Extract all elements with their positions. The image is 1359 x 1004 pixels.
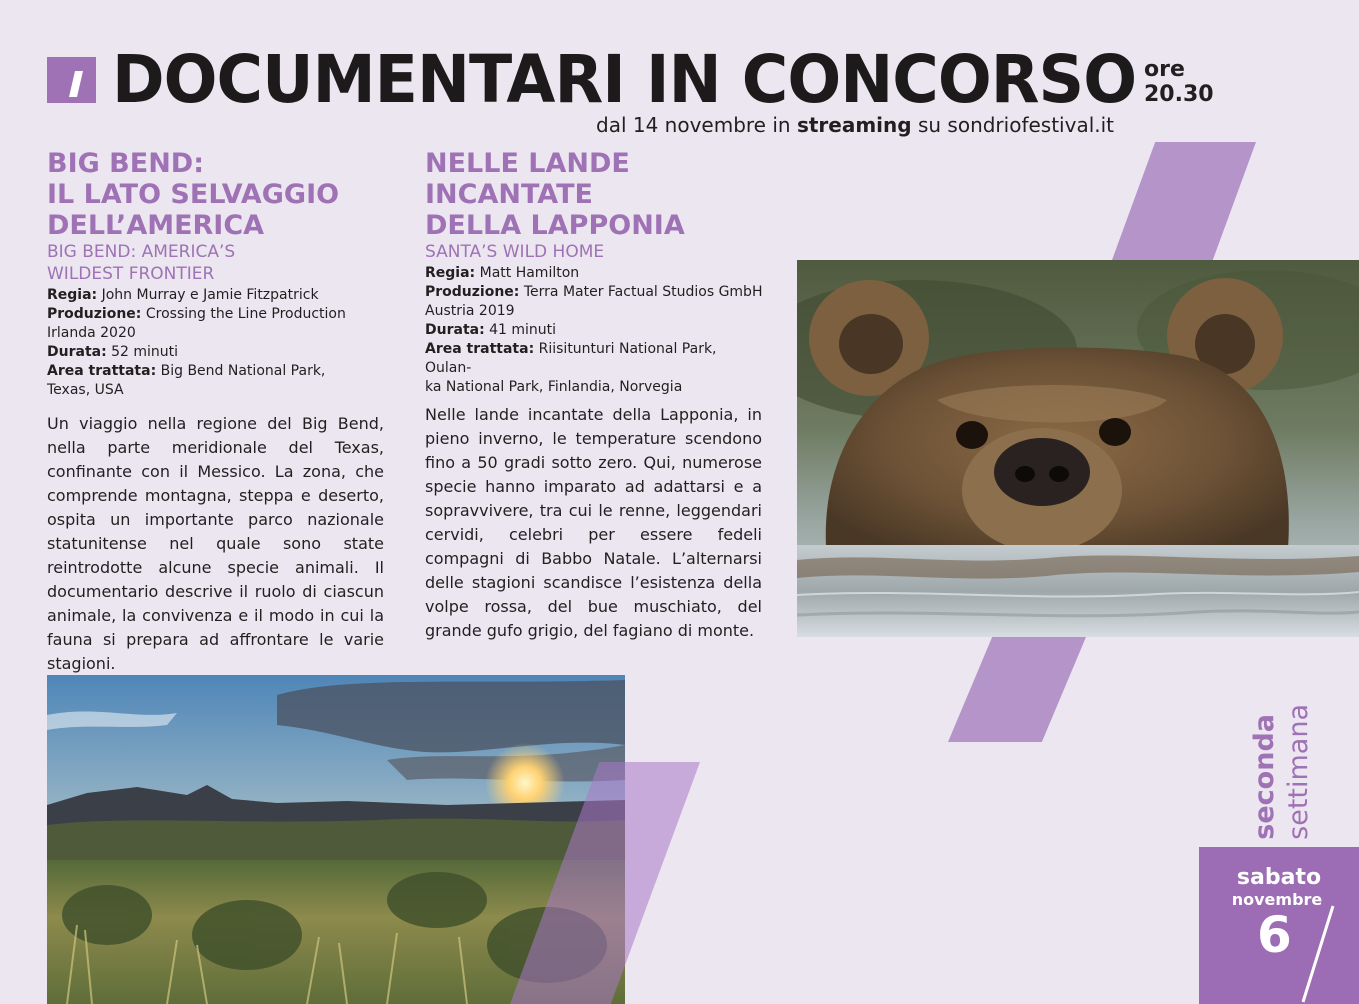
credit-area: Big Bend National Park, bbox=[160, 363, 326, 379]
credit-label: Produzione: bbox=[47, 306, 142, 322]
film-synopsis: Un viaggio nella regione del Big Bend, nella parte meridionale del Texas, confinante con il Messico. La zona, che comprende montagna, steppa e deserto, ospita un importante parco nazionale statunitense nel quale sono state reintrodotte alcune specie animali. Il documentario descrive il ruolo di ciascun animale, la convivenza e il modo in cui la fauna si prepara ad affrontare le varie stagioni. bbox=[47, 414, 384, 673]
credit-durata: 41 minuti bbox=[489, 322, 557, 338]
credit-area: Riisitunturi National Park, Oulan- bbox=[425, 341, 717, 376]
showtime-label: ore bbox=[1144, 57, 1185, 82]
film-title-line: INCANTATE bbox=[425, 179, 593, 210]
decorative-slash bbox=[1112, 142, 1256, 260]
date-day: sabato bbox=[1236, 865, 1322, 890]
credit-label: Regia: bbox=[47, 287, 98, 303]
date-badge bbox=[1199, 847, 1359, 1004]
film-subtitle-line: SANTA’S WILD HOME bbox=[425, 242, 605, 262]
streaming-pre: dal 14 novembre in bbox=[596, 113, 791, 137]
decorative-slash bbox=[948, 637, 1086, 742]
showtime bbox=[1144, 57, 1214, 107]
showtime-value: 20.30 bbox=[1144, 82, 1214, 107]
credit-label: Area trattata: bbox=[47, 363, 157, 379]
credit-produzione: Crossing the Line Production bbox=[145, 306, 346, 322]
logo-mark-icon bbox=[47, 57, 96, 103]
film-subtitle-line: BIG BEND: AMERICA’S bbox=[47, 242, 236, 262]
film-synopsis: Nelle lande incantate della Lapponia, in pieno inverno, le temperature scendono fino a 50 gradi sotto zero. Qui, numerose specie hanno imparato ad adattarsi e a sopravvivere, tra cui le renne, leggendari cervidi, celebri per essere fedeli compagni di Babbo Natale. L’alternarsi delle stagioni scandisce l’esistenza della volpe rossa, del bue muschiato, del grande gufo grigio, del fagiano di monte. bbox=[425, 405, 762, 640]
film-credits bbox=[47, 286, 387, 400]
date-number: 6 bbox=[1257, 906, 1292, 964]
streaming-info bbox=[596, 112, 1114, 138]
film-credits bbox=[425, 264, 765, 397]
film-title-line: DELLA LAPPONIA bbox=[425, 210, 685, 241]
film-lapponia bbox=[425, 148, 765, 397]
week-label-light: settimana bbox=[1283, 704, 1314, 840]
film-title-line: NELLE LANDE bbox=[425, 148, 630, 179]
credit-produzione-2: Austria 2019 bbox=[425, 303, 515, 319]
credit-regia: John Murray e Jamie Fitzpatrick bbox=[101, 287, 319, 303]
week-label-bold: seconda bbox=[1249, 714, 1280, 840]
credit-label: Regia: bbox=[425, 265, 476, 281]
date-month: novembre bbox=[1231, 890, 1323, 909]
credit-area-2: Texas, USA bbox=[47, 382, 124, 398]
streaming-post: su sondriofestival.it bbox=[917, 113, 1115, 137]
credit-label: Produzione: bbox=[425, 284, 520, 300]
film-title-line: IL LATO SELVAGGIO bbox=[47, 179, 340, 210]
credit-area-2: ka National Park, Finlandia, Norvegia bbox=[425, 379, 683, 395]
film-big-bend bbox=[47, 148, 387, 400]
credit-produzione-2: Irlanda 2020 bbox=[47, 325, 136, 341]
streaming-bold: streaming bbox=[796, 113, 912, 137]
slash-icon bbox=[1297, 904, 1337, 1004]
film-subtitle-line: WILDEST FRONTIER bbox=[47, 264, 215, 284]
credit-label: Durata: bbox=[47, 344, 107, 360]
film-title-line: BIG BEND: bbox=[47, 148, 205, 179]
week-label bbox=[1248, 706, 1320, 840]
credit-regia: Matt Hamilton bbox=[479, 265, 580, 281]
credit-label: Area trattata: bbox=[425, 341, 535, 357]
page-title: DOCUMENTARI IN CONCORSO bbox=[112, 41, 1137, 118]
bear-photo bbox=[797, 260, 1359, 637]
credit-produzione: Terra Mater Factual Studios GmbH bbox=[523, 284, 763, 300]
film-title-line: DELL’AMERICA bbox=[47, 210, 265, 241]
credit-label: Durata: bbox=[425, 322, 485, 338]
credit-durata: 52 minuti bbox=[111, 344, 179, 360]
